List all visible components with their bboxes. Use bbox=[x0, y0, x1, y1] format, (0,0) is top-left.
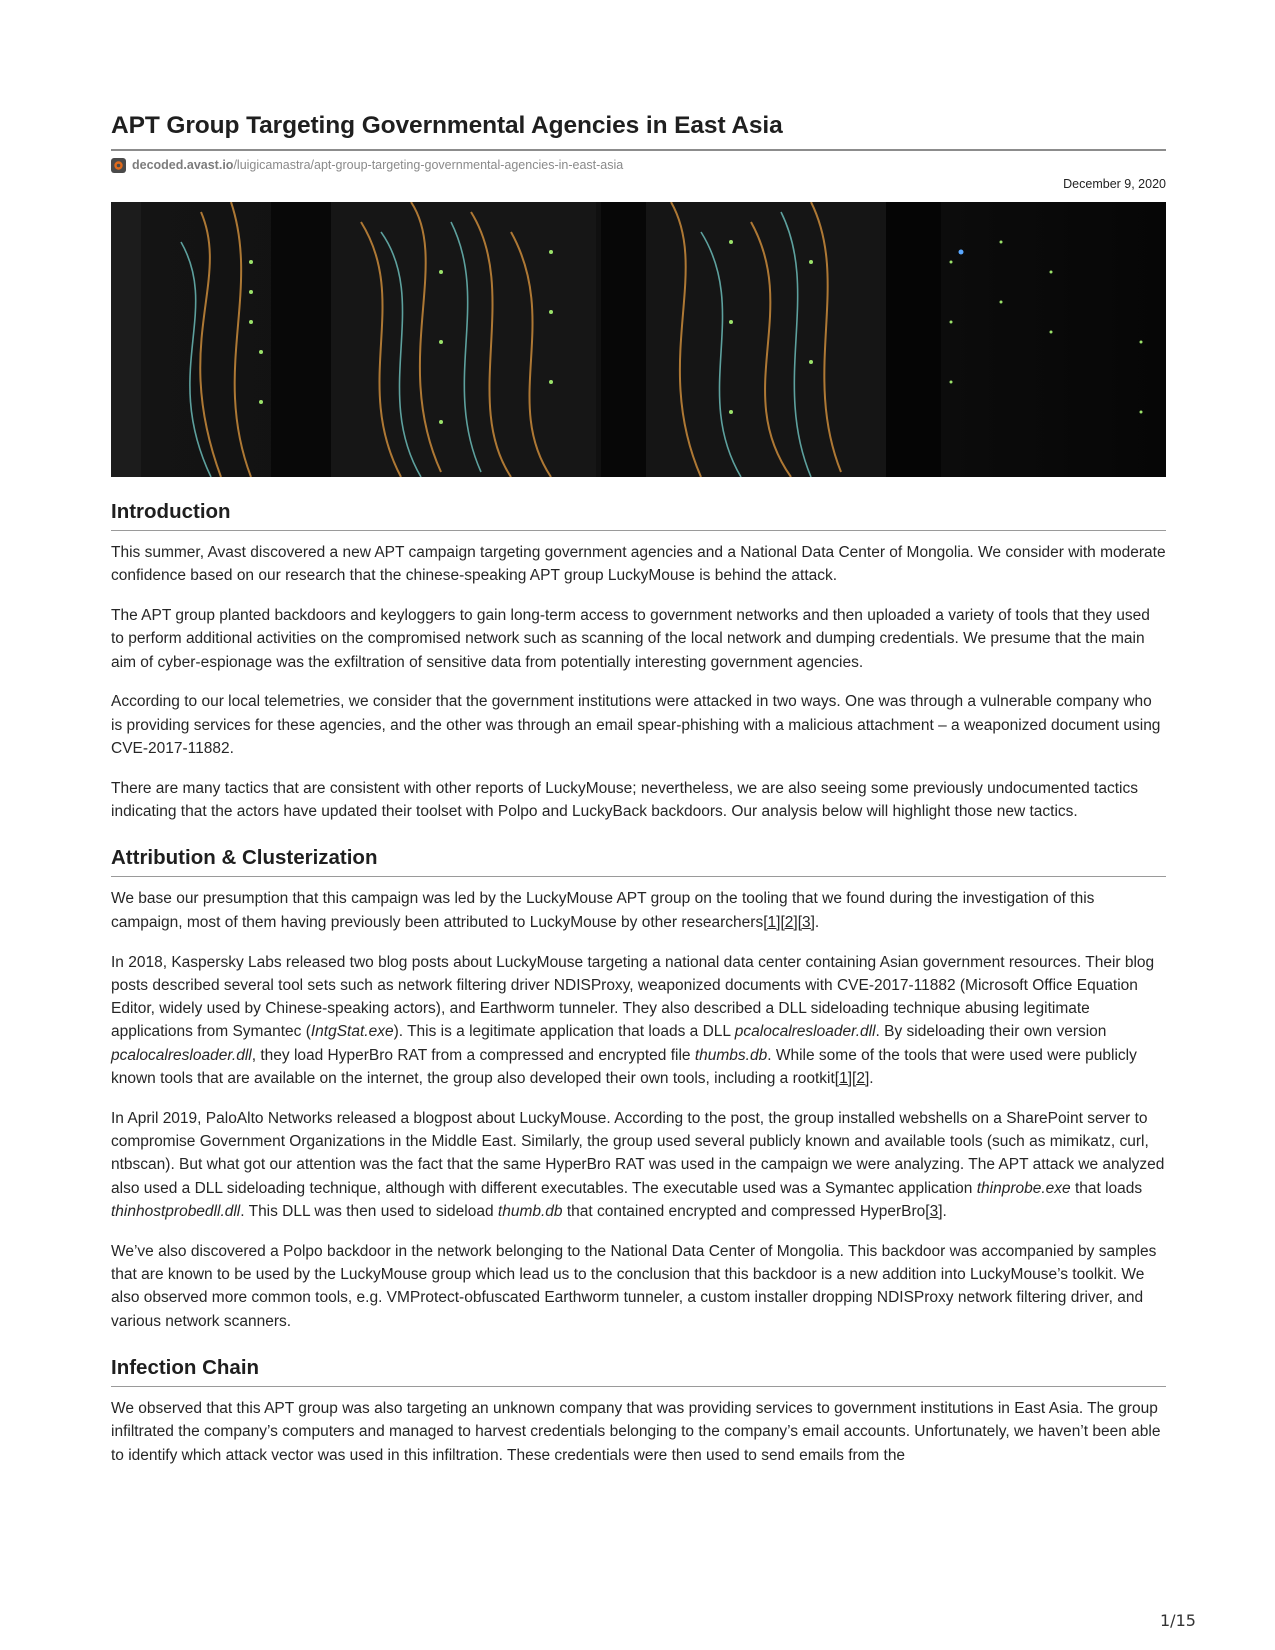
attribution-paragraph-2: In 2018, Kaspersky Labs released two blog posts about LuckyMouse targeting a national data center containing Asian government resources. Their blog posts described several tool sets such as network filtering driver NDISProxy, weaponized documents with CVE-2017-11882 (Microsoft Office Equation Editor, widely used by Chinese-speaking actors), and Earthworm tunneler. They also described a DLL sideloading technique abusing legitimate applications from Symantec (IntgStat.exe). This is a legitimate application that loads a DLL pcalocalresloader.dll. By sideloading their own version pcalocalresloader.dll, they load HyperBro RAT from a compressed and encrypted file thumbs.db. While some of the tools that were used were publicly known tools that are available on the internet, the group also developed their own tools, including a rootkit[1][2]. bbox=[111, 953, 1155, 1088]
attribution-paragraph-3: In April 2019, PaloAlto Networks released a blogpost about LuckyMouse. According to the post, the group installed webshells on a SharePoint server to compromise Government Organizations in the Middle East. Similarly, the group used several publicly known and available tools (such as mimikatz, curl, ntbscan). But what got our attention was the fact that the same HyperBro RAT was used in the campaign we were analyzing. The APT attack we analyzed also used a DLL sideloading technique, although with different executables. The executable used was a Symantec application thinprobe.exe that loads thinhostprobedll.dll. This DLL was then used to sideload thumb.db that contained encrypted and compressed HyperBro[3]. bbox=[111, 1109, 1165, 1221]
heading-attribution: Attribution & Clusterization bbox=[111, 846, 1166, 877]
server-rack-hero-image bbox=[111, 202, 1166, 477]
attribution-paragraph-4: We’ve also discovered a Polpo backdoor in the network belonging to the National Data Center of Mongolia. This backdoor was accompanied by samples that are known to be used by the LuckyMouse group which lead us to the conclusion that this backdoor is a new addition into LuckyMouse’s toolkit. We also observed more common tools, e.g. VMProtect-obfuscated Earthworm tunneler, a custom installer dropping NDISProxy network filtering driver, and various network scanners. bbox=[111, 1242, 1157, 1330]
intro-paragraph-3: According to our local telemetries, we consider that the government institutions were attacked in two ways. One was through a vulnerable company who is providing services for these agencies, and the other was through an email spear-phishing with a malicious attachment – a weaponized document using CVE-2017-11882. bbox=[111, 693, 1161, 758]
publish-date: December 9, 2020 bbox=[1063, 177, 1166, 191]
section-infection-chain bbox=[111, 1356, 1166, 1467]
reference-link[interactable]: [2] bbox=[780, 913, 798, 931]
reference-link[interactable]: [3] bbox=[797, 913, 815, 931]
document-page bbox=[111, 112, 1166, 1467]
intro-paragraph-2: The APT group planted backdoors and keyloggers to gain long-term access to government networks and then uploaded a variety of tools that they used to perform additional activities on the compromised network such as scanning of the local network and dumping credentials. We presume that the main aim of cyber-espionage was the exfiltration of sensitive data from potentially interesting government agencies. bbox=[111, 607, 1150, 671]
heading-infection-chain: Infection Chain bbox=[111, 1356, 1166, 1387]
source-path[interactable]: /luigicamastra/apt-group-targeting-governmental-agencies-in-east-asia bbox=[233, 158, 624, 172]
source-url[interactable] bbox=[111, 156, 1166, 174]
source-domain[interactable]: decoded.avast.io bbox=[132, 158, 234, 172]
intro-paragraph-1: This summer, Avast discovered a new APT campaign targeting government agencies and a National Data Center of Mongolia. We consider with moderate confidence based on our research that the chinese-speaking APT group LuckyMouse is behind the attack. bbox=[111, 544, 1166, 585]
page-number: 1/15 bbox=[1160, 1611, 1196, 1630]
reference-link[interactable]: [1] bbox=[763, 913, 781, 931]
intro-paragraph-4: There are many tactics that are consistent with other reports of LuckyMouse; nevertheless, we are also seeing some previously undocumented tactics indicating that the actors have updated their toolset with Polpo and LuckyBack backdoors. Our analysis below will highlight those new tactics. bbox=[111, 779, 1138, 821]
section-introduction bbox=[111, 500, 1166, 823]
avast-favicon-icon bbox=[111, 158, 126, 173]
article-title: APT Group Targeting Governmental Agencies in East Asia bbox=[111, 112, 1166, 151]
infection-paragraph-1: We observed that this APT group was also targeting an unknown company that was providing services to government institutions in East Asia. The group infiltrated the company’s computers and managed to harvest credentials belonging to the company’s email accounts. Unfortunately, we haven’t been able to identify which attack vector was used in this infiltration. These credentials were then used to send emails from the bbox=[111, 1400, 1161, 1464]
attribution-paragraph-1: We base our presumption that this campaign was led by the LuckyMouse APT group on the tooling that we found during the investigation of this campaign, most of them having previously been attributed to LuckyMouse by other researchers[1][2][3]. bbox=[111, 890, 1095, 931]
reference-link[interactable]: [1] bbox=[834, 1070, 853, 1088]
reference-link[interactable]: [3] bbox=[925, 1203, 943, 1221]
heading-introduction: Introduction bbox=[111, 500, 1166, 531]
section-attribution bbox=[111, 846, 1166, 1333]
reference-link[interactable]: [2] bbox=[852, 1070, 870, 1088]
